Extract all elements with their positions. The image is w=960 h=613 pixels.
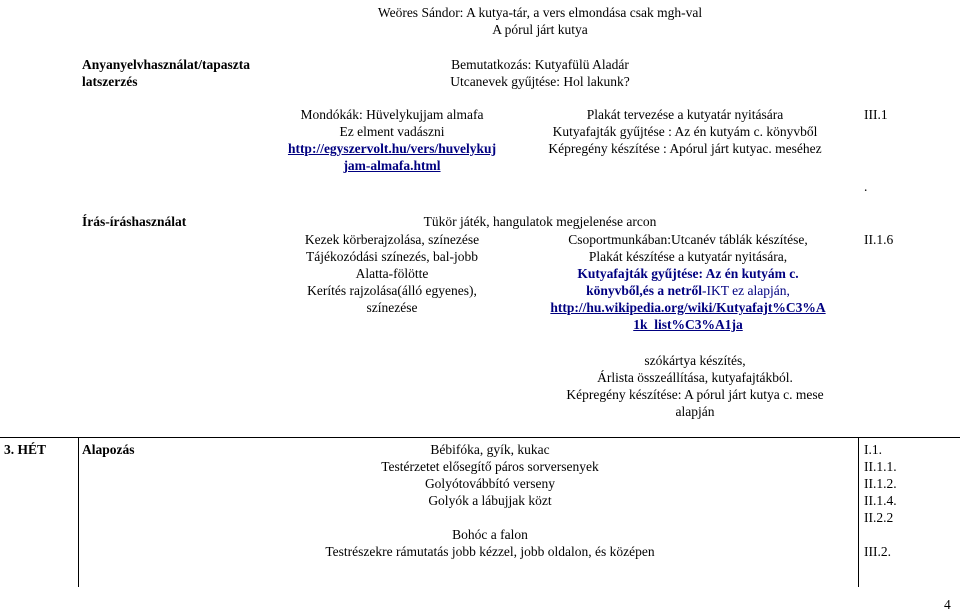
section-label-language: Anyanyelvhasználat/tapaszta latszerzés <box>82 57 251 89</box>
rhymes-link-cont[interactable]: jam-almafa.html <box>343 158 441 173</box>
list-item <box>240 509 740 526</box>
list-item: Testérzetet elősegítő páros sorversenyek <box>381 459 599 474</box>
list-item: Testrészekre rámutatás jobb kézzel, jobb oldalon, és középen <box>325 544 655 559</box>
row3-label-divider <box>78 437 79 587</box>
list-item: Bohóc a falon <box>452 527 528 542</box>
writing-left-block: Kezek körberajzolása, színezése Tájékozódási színezés, bal-jobb Alatta-fölötte Kerítés rajzolása(álló egyenes), színezése <box>304 232 480 315</box>
row2-code: II.1.6 <box>864 232 894 247</box>
wikipedia-link[interactable]: http://hu.wikipedia.org/wiki/Kutyafajt%C3%A <box>550 300 826 315</box>
list-item: Golyók a lábujjak közt <box>428 493 552 508</box>
section-label-writing: Írás-íráshasználat <box>82 214 187 229</box>
list-item: Golyótovábbító verseny <box>424 476 556 491</box>
intro-activity: Bemutatkozás: Kutyafülü Aladár Utcanevek gyűjtése: Hol lakunk? <box>450 57 630 89</box>
lesson-title-line1: Weöres Sándor: A kutya-tár, a vers elmondása csak mgh-val <box>377 5 703 20</box>
rhymes-link[interactable]: http://egyszervolt.hu/vers/huvelykuj <box>287 141 497 156</box>
rhymes-block: Mondókák: Hüvelykujjam almafa Ez elment vadászni http://egyszervolt.hu/vers/huvelykuj jam-almafa.html <box>262 106 522 174</box>
row1-code-dot: . <box>864 179 868 194</box>
mirror-game: Tükör játék, hangulatok megjelenése arcon <box>423 214 657 229</box>
page-number: 4 <box>944 597 951 612</box>
writing-right-block: Csoportmunkában:Utcanév táblák készítése, Plakát készítése a kutyatár nyitására, Kutyafajták gyűjtése: Az én kutyám c. könyvből,és a netről-IKT ez alapján, http://hu.wikipedia.org/wiki/Kutyafajt%C3%A 1k_list%C3%A1ja <box>520 231 856 333</box>
lesson-title <box>280 4 800 38</box>
foundation-activities <box>240 441 740 560</box>
wikipedia-link-cont[interactable]: 1k_list%C3%A1ja <box>633 317 743 332</box>
list-item: Bébifóka, gyík, kukac <box>430 442 550 457</box>
poster-block: Plakát tervezése a kutyatár nyitására Kutyafajták gyűjtése : Az én kutyám c. könyvből Képregény készítése : Apórul járt kutyac. meséhez <box>548 107 822 156</box>
row3-code-divider <box>858 437 859 587</box>
week-label: 3. HÉT <box>4 442 47 457</box>
lesson-title-line2: A pórul járt kutya <box>492 22 588 37</box>
row1-code: III.1 <box>864 107 888 122</box>
row3-codes: I.1. II.1.1. II.1.2. II.1.4. II.2.2 III.2. <box>864 442 897 559</box>
row3-top-border <box>0 437 960 438</box>
section-label-foundation: Alapozás <box>82 442 135 457</box>
card-block: szókártya készítés, Árlista összeállítása, kutyafajtákból. Képregény készítése: A pórul járt kutya c. mese alapján <box>566 353 824 419</box>
